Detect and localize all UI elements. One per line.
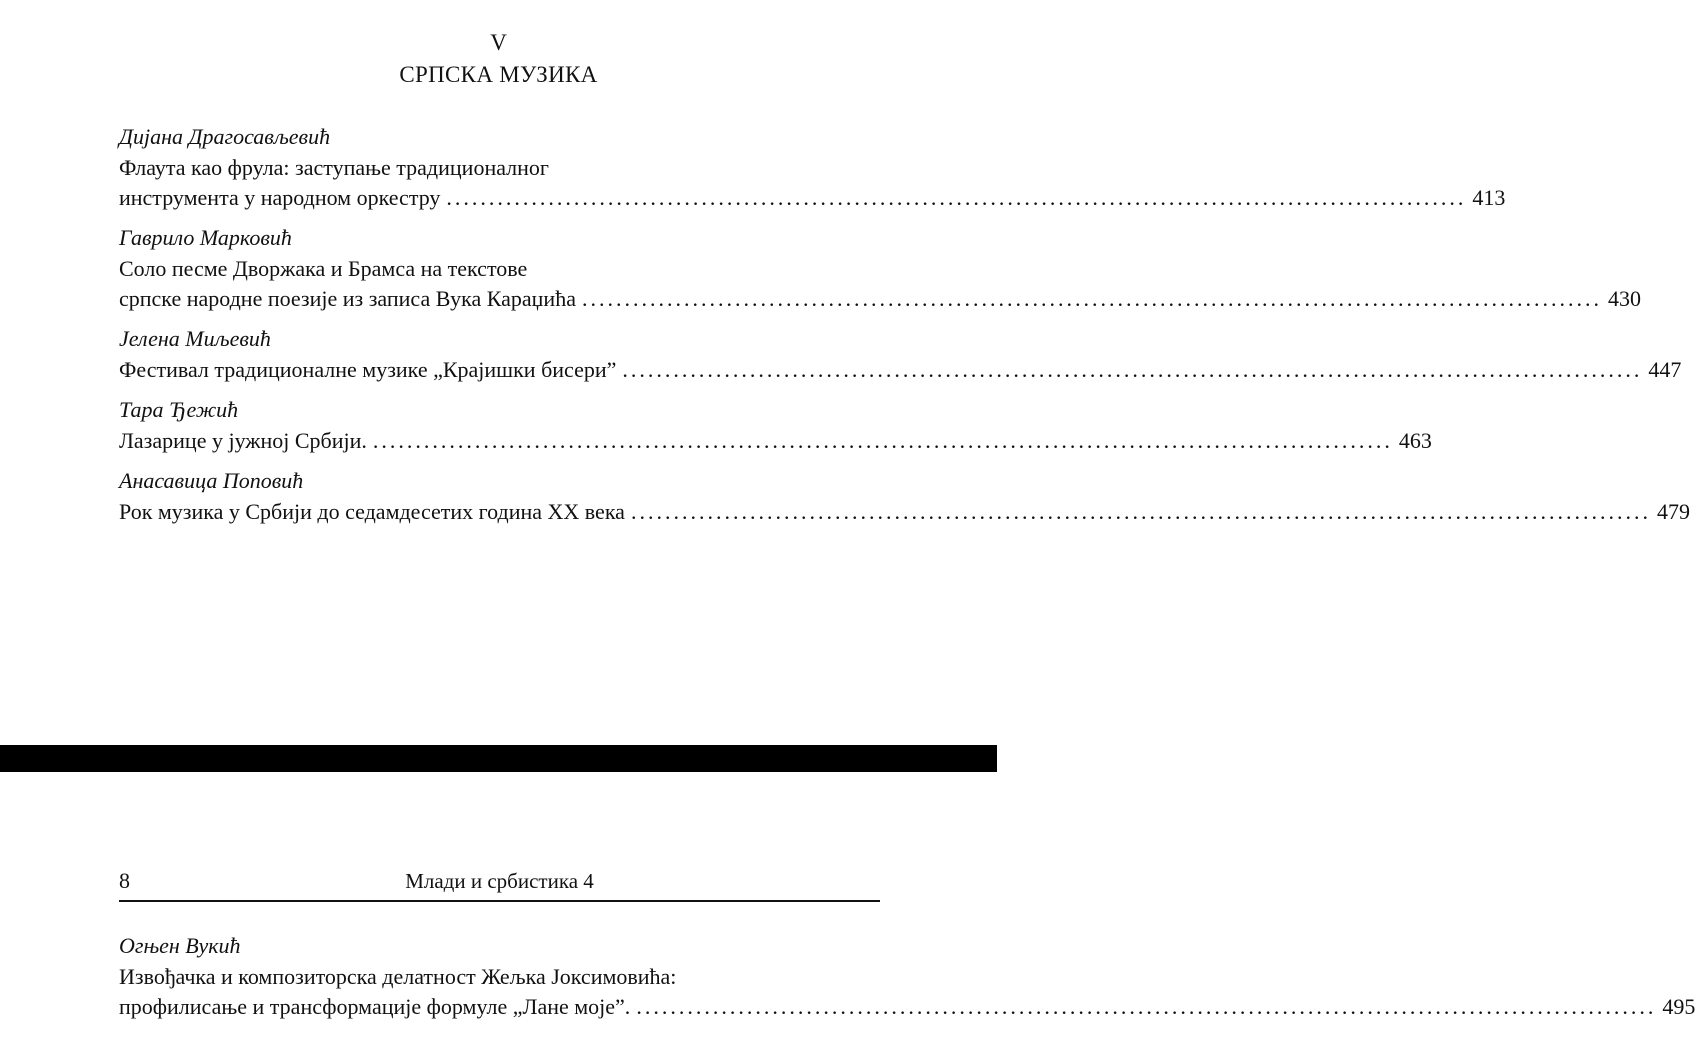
toc-entry [119, 930, 1695, 1022]
entry-title-text: инструмента у народном оркестру [119, 185, 441, 210]
toc-entry [119, 222, 1641, 314]
dot-leader: ........................................................................................................................ [636, 994, 1657, 1019]
dot-leader: ........................................................................................................................ [630, 499, 1651, 524]
header-rule [119, 900, 880, 902]
entry-title-last-line [119, 497, 1690, 527]
dot-leader: ........................................................................................................................ [372, 428, 1393, 453]
page-break-band [0, 745, 997, 772]
entry-title-text: профилисање и трансформације формуле „Лане моје”. [119, 994, 631, 1019]
entry-page-number: 413 [1472, 185, 1506, 210]
entry-author: Гаврило Марковић [119, 225, 292, 250]
entry-author: Огњен Вукић [119, 933, 241, 958]
running-title: Млади и србистика 4 [405, 869, 594, 893]
entry-title-text: Лазарице у јужној Србији. [119, 428, 367, 453]
entry-title-last-line [119, 426, 1432, 456]
section-number: V [490, 30, 507, 55]
entry-page-number: 495 [1662, 994, 1695, 1019]
entry-title-text: Фестивал традиционалне музике „Крајишки бисери” [119, 357, 617, 382]
table-of-contents [119, 121, 1690, 536]
page-number: 8 [119, 868, 130, 893]
dot-leader: ........................................................................................................................ [622, 357, 1643, 382]
entry-page-number: 463 [1398, 428, 1432, 453]
table-of-contents-continued [119, 930, 1695, 1031]
entry-author: Јелена Миљевић [119, 326, 271, 351]
entry-title-text: Рок музика у Србији до седамдесетих година XX века [119, 499, 625, 524]
entry-title-line: Извођачка и композиторска делатност Жељка Јоксимовића: [119, 964, 677, 989]
entry-page-number: 447 [1648, 357, 1682, 382]
entry-title-last-line [119, 992, 1695, 1022]
toc-entry [119, 121, 1506, 213]
dot-leader: ........................................................................................................................ [581, 286, 1602, 311]
section-title: СРПСКА МУЗИКА [399, 62, 598, 87]
toc-entry [119, 323, 1682, 385]
entry-page-number: 479 [1656, 499, 1690, 524]
dot-leader: ........................................................................................................................ [446, 185, 1467, 210]
toc-entry [119, 394, 1432, 456]
entry-title-last-line [119, 355, 1682, 385]
entry-title-text: српске народне поезије из записа Вука Караџића [119, 286, 576, 311]
entry-author: Тара Ђежић [119, 397, 239, 422]
entry-title-last-line [119, 284, 1641, 314]
entry-page-number: 430 [1607, 286, 1641, 311]
entry-title-line: Флаута као фрула: заступање традиционалног [119, 155, 549, 180]
toc-entry [119, 465, 1690, 527]
running-header [119, 866, 880, 896]
entry-title-last-line [119, 183, 1506, 213]
entry-title-line: Соло песме Дворжака и Брамса на текстове [119, 256, 528, 281]
entry-author: Дијана Драгосављевић [119, 124, 331, 149]
entry-author: Анасавица Поповић [119, 468, 304, 493]
